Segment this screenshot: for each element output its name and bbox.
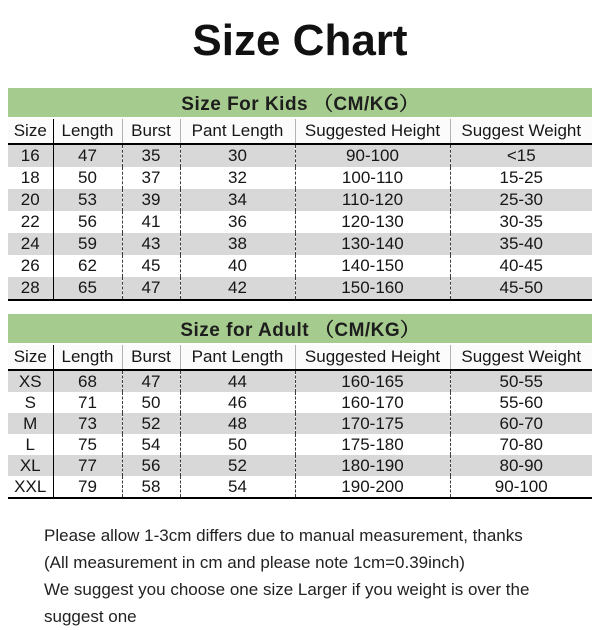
table-cell: 150-160 (295, 277, 450, 300)
table-cell: 54 (180, 476, 295, 498)
table-cell: 50-55 (450, 370, 592, 392)
kids-table-header-row (8, 119, 592, 144)
table-row (8, 144, 592, 167)
table-cell: 130-140 (295, 233, 450, 255)
table-row (8, 277, 592, 300)
table-cell: 40 (180, 255, 295, 277)
kids-size-table (8, 119, 592, 301)
table-row (8, 392, 592, 413)
table-row (8, 167, 592, 189)
table-cell: 56 (53, 211, 122, 233)
table-cell: 32 (180, 167, 295, 189)
adult-section-banner: Size for Adult （CM/KG） (8, 314, 592, 343)
note-line: Please allow 1-3cm differs due to manual measurement, thanks (44, 526, 523, 545)
table-cell: 175-180 (295, 434, 450, 455)
column-header: Pant Length (180, 119, 295, 144)
table-cell: 40-45 (450, 255, 592, 277)
table-cell: 59 (53, 233, 122, 255)
table-row (8, 233, 592, 255)
table-cell: 190-200 (295, 476, 450, 498)
table-cell: 41 (122, 211, 180, 233)
table-cell: 160-165 (295, 370, 450, 392)
table-cell: L (25, 434, 35, 454)
table-cell: 30-35 (450, 211, 592, 233)
column-header: Pant Length (180, 345, 295, 370)
table-cell: 50 (122, 392, 180, 413)
table-cell: 34 (180, 189, 295, 211)
table-cell: 55-60 (450, 392, 592, 413)
table-cell: 16 (20, 146, 40, 165)
adult-table-body (8, 370, 592, 498)
table-cell: 73 (53, 413, 122, 434)
column-header: Suggested Height (295, 119, 450, 144)
table-cell: 140-150 (295, 255, 450, 277)
table-row (8, 434, 592, 455)
table-row (8, 413, 592, 434)
table-cell: M (23, 413, 38, 433)
table-cell: 65 (53, 277, 122, 300)
table-cell: 47 (53, 144, 122, 167)
table-cell: 36 (180, 211, 295, 233)
table-cell: 110-120 (295, 189, 450, 211)
column-header: Suggested Height (295, 345, 450, 370)
table-cell: 48 (180, 413, 295, 434)
table-cell: 47 (122, 277, 180, 300)
table-cell: 28 (20, 278, 40, 297)
table-cell: 30 (180, 144, 295, 167)
column-header: Length (53, 119, 122, 144)
table-cell: 60-70 (450, 413, 592, 434)
table-cell: 50 (180, 434, 295, 455)
column-header: Suggest Weight (450, 345, 592, 370)
table-cell: 37 (122, 167, 180, 189)
table-cell: 42 (180, 277, 295, 300)
table-cell: 45 (122, 255, 180, 277)
table-cell: XL (19, 455, 41, 475)
column-header: Burst (122, 345, 180, 370)
table-cell: 26 (20, 256, 40, 275)
table-cell: 24 (20, 234, 40, 253)
table-cell: 25-30 (450, 189, 592, 211)
table-cell: <15 (450, 144, 592, 167)
table-cell: 160-170 (295, 392, 450, 413)
table-cell: 75 (53, 434, 122, 455)
note-line: We suggest you choose one size Larger if you weight is over the suggest one (44, 580, 530, 626)
kids-section (0, 88, 600, 301)
note-line: (All measurement in cm and please note 1cm=0.39inch) (44, 553, 465, 572)
table-cell: 20 (20, 190, 40, 209)
table-cell: 50 (53, 167, 122, 189)
table-cell: 68 (53, 370, 122, 392)
adult-size-table (8, 345, 592, 499)
table-row (8, 455, 592, 476)
table-cell: 22 (20, 212, 40, 231)
kids-section-banner: Size For Kids （CM/KG） (8, 88, 592, 117)
table-row (8, 370, 592, 392)
table-cell: 52 (122, 413, 180, 434)
measurement-notes (44, 522, 580, 630)
table-cell: 180-190 (295, 455, 450, 476)
table-cell: 120-130 (295, 211, 450, 233)
column-header: Suggest Weight (450, 119, 592, 144)
table-cell: 79 (53, 476, 122, 498)
table-cell: 54 (122, 434, 180, 455)
table-cell: 56 (122, 455, 180, 476)
table-cell: 70-80 (450, 434, 592, 455)
table-cell: 44 (180, 370, 295, 392)
table-cell: 170-175 (295, 413, 450, 434)
adult-section (0, 314, 600, 499)
table-row (8, 476, 592, 498)
table-cell: 47 (122, 370, 180, 392)
table-cell: 39 (122, 189, 180, 211)
table-cell: 80-90 (450, 455, 592, 476)
table-cell: 18 (20, 168, 40, 187)
column-header: Size (8, 345, 53, 370)
table-cell: 71 (53, 392, 122, 413)
table-row (8, 255, 592, 277)
table-row (8, 211, 592, 233)
table-row (8, 189, 592, 211)
table-cell: 90-100 (450, 476, 592, 498)
table-cell: XXL (14, 476, 47, 496)
column-header: Burst (122, 119, 180, 144)
table-cell: 35-40 (450, 233, 592, 255)
adult-table-header-row (8, 345, 592, 370)
column-header: Size (8, 119, 53, 144)
page-title: Size Chart (192, 16, 408, 65)
table-cell: 52 (180, 455, 295, 476)
table-cell: 77 (53, 455, 122, 476)
table-cell: 35 (122, 144, 180, 167)
table-cell: 45-50 (450, 277, 592, 300)
table-cell: 62 (53, 255, 122, 277)
kids-table-body (8, 144, 592, 300)
table-cell: XS (18, 371, 42, 391)
table-cell: S (24, 392, 36, 412)
table-cell: 43 (122, 233, 180, 255)
table-cell: 100-110 (295, 167, 450, 189)
table-cell: 90-100 (295, 144, 450, 167)
table-cell: 46 (180, 392, 295, 413)
column-header: Length (53, 345, 122, 370)
table-cell: 38 (180, 233, 295, 255)
table-cell: 15-25 (450, 167, 592, 189)
table-cell: 53 (53, 189, 122, 211)
table-cell: 58 (122, 476, 180, 498)
